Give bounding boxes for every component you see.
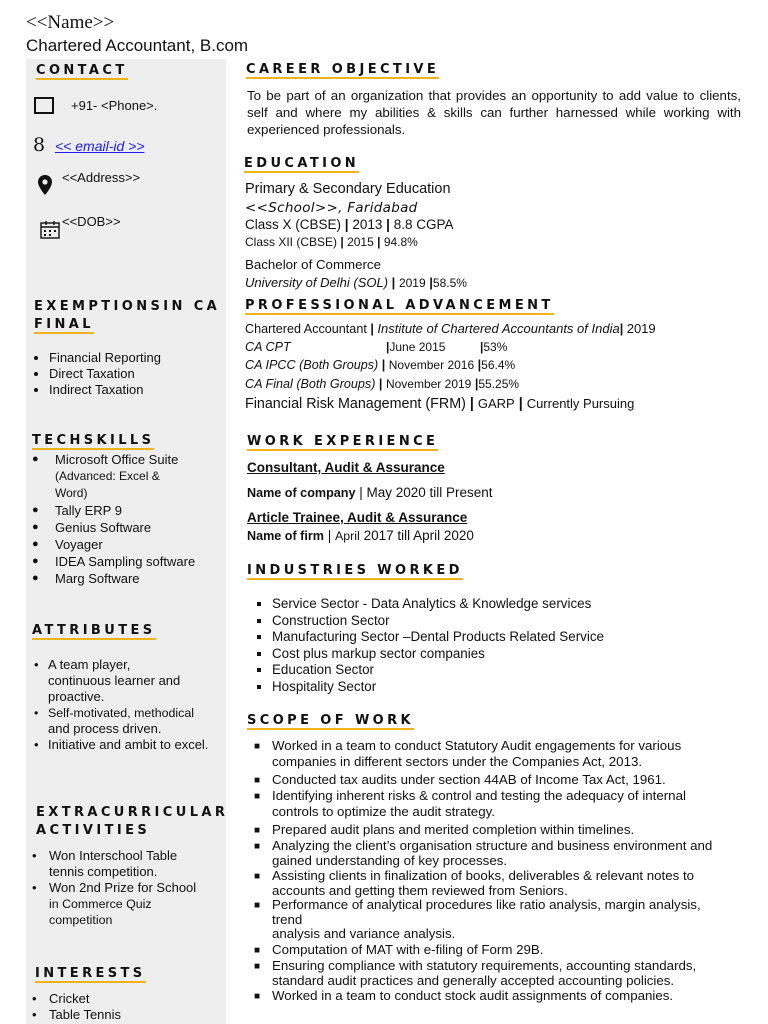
list-item: • Won 2nd Prize for School in Commerce Quiz competition	[32, 880, 197, 927]
list-item: ▪ Construction Sector	[272, 613, 604, 630]
list-item: ■ Analyzing the client’s organisation structure and business environment and gained understanding of key processes.	[254, 838, 713, 868]
list-item: ● Tally ERP 9	[32, 503, 122, 518]
email-link[interactable]: << email-id >>	[55, 138, 145, 154]
career-objective-heading: CAREER OBJECTIVE	[246, 62, 440, 77]
professional-heading: PROFESSIONAL ADVANCEMENT	[245, 298, 554, 313]
ca-row: Chartered Accountant | Institute of Chartered Accountants of India| 2019	[245, 321, 656, 336]
class12-row: Class XII (CBSE) | 2015 | 94.8%	[245, 235, 418, 249]
calendar-icon	[40, 220, 60, 244]
list-item: ▪ Service Sector - Data Analytics & Knowledge services	[272, 596, 604, 613]
email-icon: 8	[33, 134, 46, 156]
list-item: ● Voyager	[32, 537, 103, 552]
work-experience-heading: WORK EXPERIENCE	[247, 434, 439, 449]
list-item: ▪ Hospitality Sector	[272, 679, 604, 696]
list-item: • Table Tennis	[32, 1007, 122, 1022]
contact-heading: CONTACT	[36, 63, 128, 78]
list-item: • A team player, continuous learner and proactive.	[34, 657, 181, 704]
list-item: • Won Interschool Table tennis competition.	[32, 848, 178, 879]
list-item: ● Microsoft Office Suite (Advanced: Excel & Word)	[32, 452, 179, 500]
list-item: • Initiative and ambit to excel.	[34, 737, 209, 752]
ca-final-row: CA Final (Both Groups) | November 2019 |55.25%	[245, 377, 520, 391]
firm-row: Name of firm | April 2017 till April 2020	[247, 528, 474, 543]
list-item: ● Genius Software	[32, 520, 152, 535]
list-item: ■ Ensuring compliance with statutory requirements, accounting standards, standard audit practices and generally accepted accounting policies.	[254, 957, 697, 988]
degree-title: Bachelor of Commerce	[245, 257, 381, 272]
school-title: Primary & Secondary Education	[245, 181, 451, 197]
exemptions-list	[27, 350, 161, 398]
extracurricular-list	[24, 848, 224, 928]
date-of-birth: <<DOB>>	[62, 214, 121, 229]
list-item: ■ Worked in a team to conduct Statutory Audit engagements for various companies in different sectors under the Companies Act, 2013.	[254, 738, 682, 769]
extracurricular-heading-line2: ACTIVITIES	[36, 823, 151, 838]
school-name: <<School>>, Faridabad	[245, 200, 418, 216]
list-item: ● Marg Software	[32, 571, 140, 586]
list-item: ▪ Manufacturing Sector –Dental Products Related Service	[272, 629, 604, 646]
interests-heading: INTERESTS	[35, 966, 146, 981]
scope-heading: SCOPE OF WORK	[247, 713, 415, 728]
scope-list	[252, 738, 752, 1004]
company-row: Name of company | May 2020 till Present	[247, 485, 493, 500]
candidate-name: <<Name>>	[26, 12, 115, 33]
list-item: ■ Computation of MAT with e-filing of Form 29B.	[254, 941, 544, 957]
exemptions-heading-line2: FINAL	[34, 317, 94, 332]
career-objective-text: To be part of an organization that provides an opportunity to add value to clients, self and where my abilities & skills can further harnessed while working with experienced professionals.	[247, 88, 741, 137]
list-item: ■ Worked in a team to conduct stock audit assignments of companies.	[254, 987, 674, 1003]
list-item: ▪ Cost plus markup sector companies	[272, 646, 604, 663]
exemptions-heading-line1: EXEMPTIONSIN CA	[34, 299, 221, 314]
frm-row: Financial Risk Management (FRM) | GARP | Currently Pursuing	[245, 396, 635, 412]
list-item: • Cricket	[32, 991, 90, 1006]
cpt-label: CA CPT	[245, 340, 291, 354]
list-item: ■ Prepared audit plans and merited completion within timelines.	[254, 822, 635, 837]
techskills-heading: TECHSKILLS	[32, 433, 155, 448]
cpt-score: |53%	[480, 340, 508, 354]
attributes-heading: ATTRIBUTES	[32, 623, 156, 638]
education-heading: EDUCATION	[244, 156, 360, 171]
list-item: ■ Assisting clients in finalization of books, deliverables & relevant notes to accounts and getting them reviewed from Seniors.	[254, 868, 695, 898]
phone-number: +91- <Phone>.	[71, 98, 158, 113]
cpt-date: |June 2015	[386, 340, 446, 354]
location-pin-icon	[37, 174, 53, 201]
list-item: ▪ Education Sector	[272, 662, 604, 679]
list-item: • Indirect Taxation	[49, 382, 161, 398]
attributes-list	[28, 657, 226, 753]
industries-heading: INDUSTRIES WORKED	[247, 563, 463, 578]
degree-row: University of Delhi (SOL) | 2019 |58.5%	[245, 275, 467, 290]
role-consultant: Consultant, Audit & Assurance	[247, 460, 445, 475]
address: <<Address>>	[62, 170, 141, 185]
list-item: • Direct Taxation	[49, 366, 161, 382]
class10-row: Class X (CBSE) | 2013 | 8.8 CGPA	[245, 217, 454, 232]
candidate-title: Chartered Accountant, B.com	[26, 36, 249, 55]
list-item: • Financial Reporting	[49, 350, 161, 366]
ipcc-row: CA IPCC (Both Groups) | November 2016 |56.4%	[245, 358, 516, 372]
list-item: ■ Performance of analytical procedures like ratio analysis, margin analysis, trend analysis and variance analysis.	[254, 897, 701, 942]
role-article-trainee: Article Trainee, Audit & Assurance	[247, 510, 468, 525]
list-item: ● IDEA Sampling software	[32, 554, 196, 569]
extracurricular-heading-line1: EXTRACURRICULAR	[36, 805, 229, 820]
list-item: • Self-motivated, methodical and process driven.	[34, 706, 195, 736]
industries-list	[246, 596, 604, 696]
phone-icon	[34, 97, 54, 114]
list-item: ■ Identifying inherent risks & control and testing the adequacy of internal controls to optimize the audit strategy.	[254, 788, 686, 819]
interests-list	[24, 991, 224, 1023]
techskills-list	[28, 451, 224, 587]
list-item: ■ Conducted tax audits under section 44AB of Income Tax Act, 1961.	[254, 772, 666, 787]
